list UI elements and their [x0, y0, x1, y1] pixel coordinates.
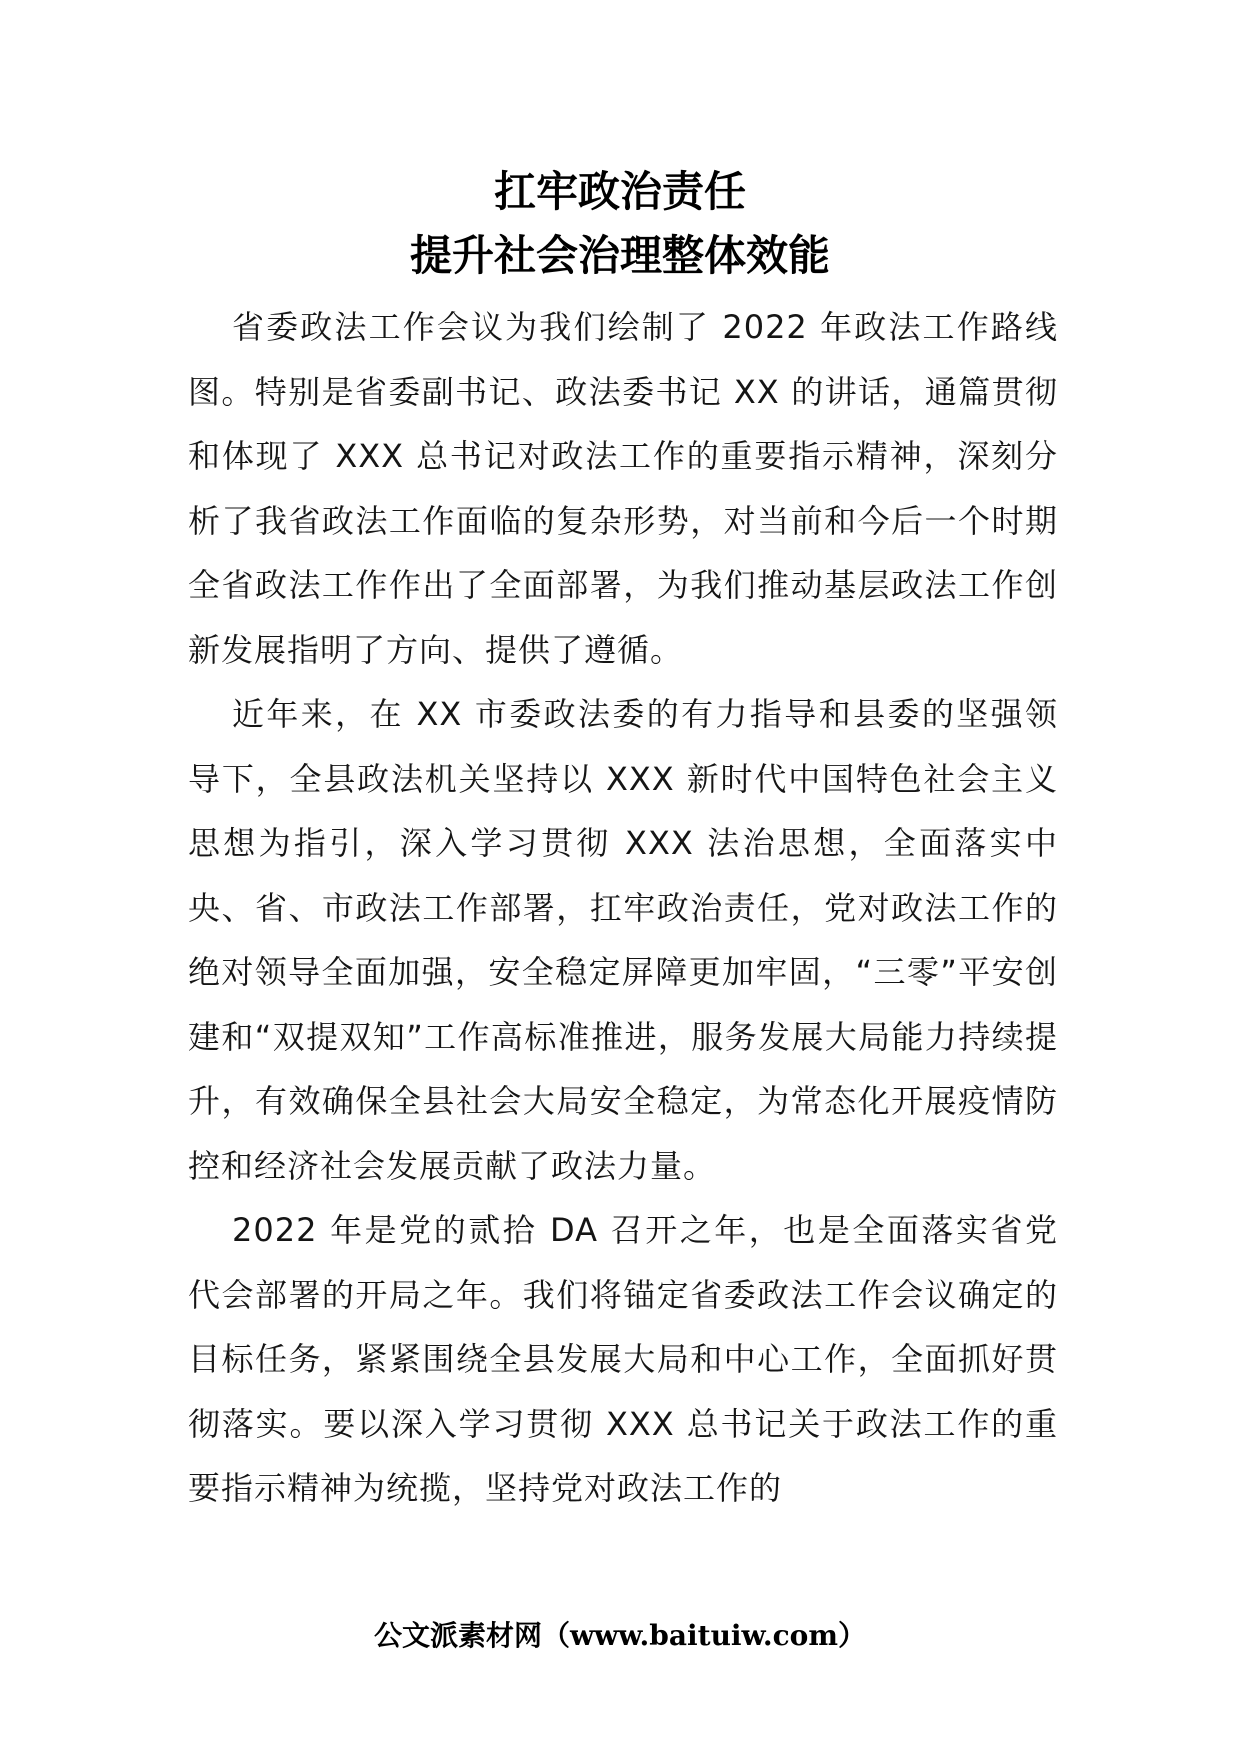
document-title [0, 160, 1240, 288]
title-line-1: 扛牢政治责任 [493, 167, 746, 216]
document-body [188, 295, 1058, 1521]
title-line-2: 提升社会治理整体效能 [409, 231, 830, 280]
body-paragraph-3: 2022 年是党的贰拾 DA 召开之年，也是全面落实省党代会部署的开局之年。我们将锚定省委政法工作会议确定的目标任务，紧紧围绕全县发展大局和中心工作，全面抓好贯彻落实。要以深入学习贯彻 XXX 总书记关于政法工作的重要指示精神为统揽，坚持党对政法工作的 [188, 1211, 1058, 1507]
footer-watermark-text: 公文派素材网（www.baituiw.com） [374, 1619, 866, 1652]
body-paragraph-1: 省委政法工作会议为我们绘制了 2022 年政法工作路线图。特别是省委副书记、政法委书记 XX 的讲话，通篇贯彻和体现了 XXX 总书记对政法工作的重要指示精神，深刻分析了我省政法工作面临的复杂形势，对当前和今后一个时期全省政法工作作出了全面部署，为我们推动基层政法工作创新发展指明了方向、提供了遵循。 [188, 308, 1058, 669]
body-paragraph-2: 近年来，在 XX 市委政法委的有力指导和县委的坚强领导下，全县政法机关坚持以 XXX 新时代中国特色社会主义思想为指引，深入学习贯彻 XXX 法治思想，全面落实中央、省、市政法工作部署，扛牢政治责任，党对政法工作的绝对领导全面加强，安全稳定屏障更加牢固，“三零”平安创建和“双提双知”工作高标准推进，服务发展大局能力持续提升，有效确保全县社会大局安全稳定，为常态化开展疫情防控和经济社会发展贡献了政法力量。 [188, 695, 1058, 1185]
